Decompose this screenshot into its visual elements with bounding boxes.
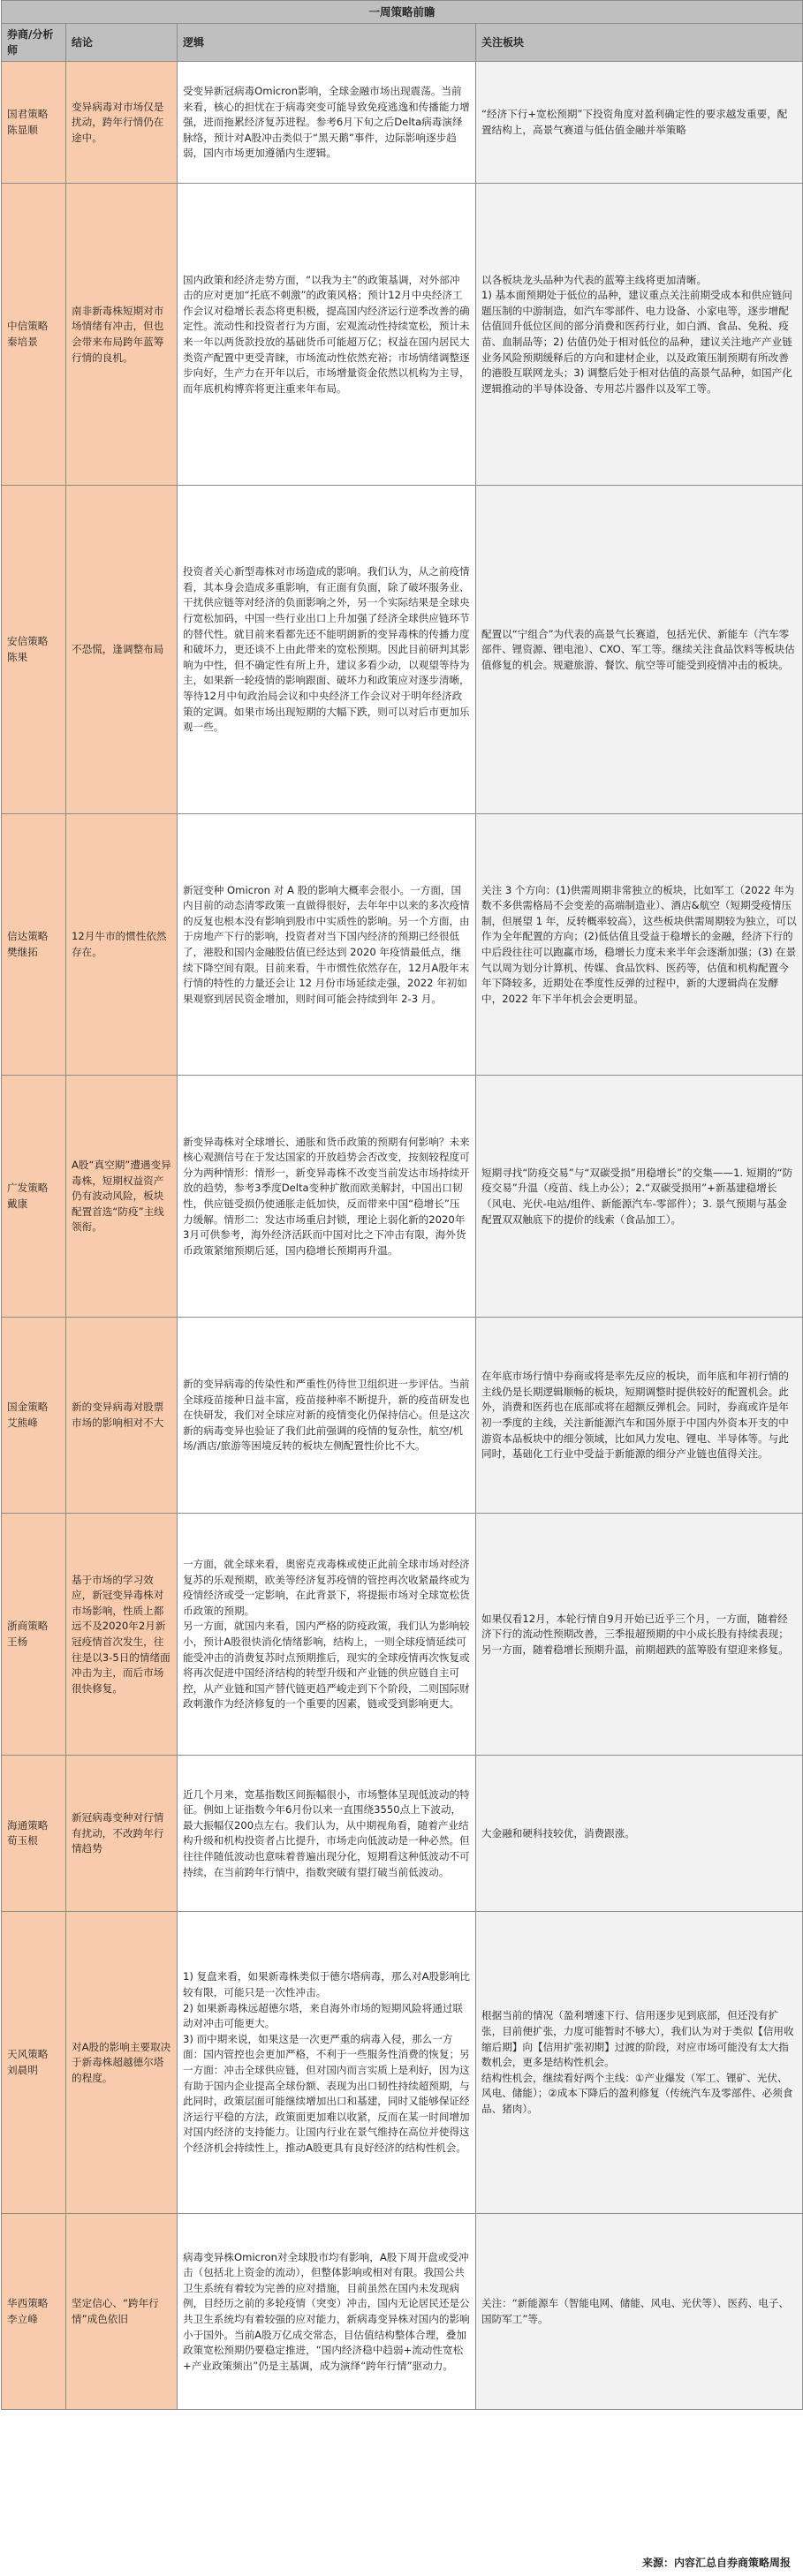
logic-cell: 近几个月来，宽基指数区间振幅很小，市场整体呈现低波动的特征。例如上证指数今年6月份以来一直围绕3550点上下波动，最大振幅仅200点左右。我们认为，从中期视角看，随着产业结构升级和机构投资者占比提升，市场走向低波动是一种必然。但往往伴随低波动也意味着普遍出现分化，短期看这种低波动不可持续，在当前跨年行情中，指数突破有望打破当前低波动。: [178, 1756, 476, 1912]
logic-cell: 受变异新冠病毒Omicron影响，全球金融市场出现震荡。当前来看，核心的担忧在于病毒突变可能导致免疫逃逸和传播能力增强，进而拖累经济复苏进程。参考6月下旬之后Delta病毒演绎脉络，预计对A股冲击类似于“黑天鹅”事件，边际影响逐步趋弱，国内市场更加遵循内生逻辑。: [178, 62, 476, 184]
conclusion-cell: 新冠病毒变种对行情有扰动，不改跨年行情趋势: [66, 1756, 178, 1912]
focus-cell: 关注 3 个方向：(1)供需周期非常独立的板块，比如军工（2022 年为数不多供需格局不会变差的高端制造业）、酒店&航空（短期受疫情压制，但展望 1 年，反转概率较高），这些板块供需周期较为独立，可以作为全年配置的方向；(2)低估值且受益于稳增长的金融，经济下行的中后段往往可以跑赢市场，稳增长力度未来半年会逐渐加强；(3) 在景气以周为划分计算机、传媒、食品饮料、医药等，估值和机构配置今年下降较多，近期处在季度性反弹的过程中，新的大逻辑尚在发酵中，2022 年下半年机会会更明显。: [476, 814, 803, 1076]
table-row: [2, 1076, 803, 1318]
focus-cell: 根据当前的情况（盈利增速下行、信用逐步见到底部，但还没有扩张，目前便扩张，力度可能暂时不够大），我们认为对于类似【信用收缩后期】向【信用扩张初期】过渡的阶段，对应市场可能没有太大指数机会，更多是结构性机会。 结构性机会，继续看好两个主线：①产业爆发（军工、锂矿、光伏、风电、储能）；②成本下降后的盈利修复（传统汽车及零部件、必须食品、猪肉）。: [476, 1912, 803, 2214]
focus-cell: 配置以“宁组合”为代表的高景气长赛道，包括光伏、新能车（汽车零部件、锂资源、锂电池）、CXO、军工等。继续关注食品饮料等板块估值修复的机会。规避旅游、餐饮、航空等可能受到疫情冲击的板块。: [476, 486, 803, 814]
conclusion-cell: 新的变异病毒对股票市场的影响相对不大: [66, 1318, 178, 1514]
firm-cell: 国金策略 艾熊峰: [2, 1318, 66, 1514]
logic-cell: 新冠变种 Omicron 对 A 股的影响大概率会很小。一方面，国内目前的动态清零政策一直做得很好，去年年中以来的多次疫情的反复也根本没有影响到股市中实质性的影响。另一个方面，由于房地产下行的影响，投资者对当下国内经济的预期已经很低了，港股和国内金融股估值已经达到 2020 年疫情最低点，继续下降空间有限。目前来看，牛市惯性依然存在，12月A股年末行情的特性的力量还会让 12 月份市场延续走强，2022 年初如果观察到居民资金增加，则时间可能会持续到年 2-3 月。: [178, 814, 476, 1076]
focus-cell: 如果仅看12月，本轮行情自9月开始已近乎三个月，一方面，随着经济下行的流动性预期改善，三季报超预期的中小成长股有持续表现；另一方面，随着稳增长预期升温，前期超跌的蓝筹股有望迎来修复。: [476, 1514, 803, 1756]
table-row: [2, 486, 803, 814]
conclusion-cell: 12月牛市的惯性依然存在。: [66, 814, 178, 1076]
table-row: [2, 1514, 803, 1756]
table-row: [2, 62, 803, 184]
firm-cell: 海通策略 荀玉根: [2, 1756, 66, 1912]
focus-cell: “经济下行+宽松预期”下投资角度对盈利确定性的要求越发重要，配置结构上，高景气赛道与低估值金融并举策略: [476, 62, 803, 184]
logic-cell: 投资者关心新型毒株对市场造成的影响。我们认为，从之前疫情看，其本身会造成多重影响，有正面有负面，除了破坏服务业、干扰供应链等对经济的负面影响之外，另一个实际结果是全球央行宽松加码，中国一些行业出口上升加强了经济全球供应链环节的替代性。就目前来看都先还不能明朗新的变异毒株的传播力度和破坏力，更还谈不上由此带来的宽松预期。因此目前研判其影响为中性，但不确定性有所上升，建议多看少动，以观望等待为主，如果新一轮疫情的影响跟面、破坏力和政策应对逐步清晰，等待12月中旬政治局会议和中央经济工作会议对于明年经济政策的定调。如果市场出现短期的大幅下跌，则可以对后市更加乐观一些。: [178, 486, 476, 814]
table-title-row: [2, 1, 803, 24]
focus-cell: 关注：“新能源车（智能电网、储能、风电、光伏等）、医药、电子、国防军工”等。: [476, 2214, 803, 2410]
table-row: [2, 1756, 803, 1912]
table-title: 一周策略前瞻: [2, 1, 803, 24]
firm-cell: 国君策略 陈显顺: [2, 62, 66, 184]
logic-cell: 病毒变异株Omicron对全球股市均有影响，A股下周开盘或受冲击（包括北上资金的流动），但整体影响或相对有限。我国公共卫生系统有着较为完善的应对措施，目前虽然在国内未发现病例，目经历之前的多轮疫情（突变）冲击，国内无论居民还是公共卫生系统均有着较强的应对能力，新病毒变异株对国内的影响小于国外。当前A股万亿成交常态，目估值结构整体合理，叠加政策宽松预期仍要稳定推进，“国内经济稳中趋弱+流动性宽松+产业政策频出”仍是主基调，成为演绎“跨年行情”驱动力。: [178, 2214, 476, 2410]
firm-cell: 信达策略 樊继拓: [2, 814, 66, 1076]
header-firm: 券商/分析师: [2, 24, 66, 62]
firm-cell: 中信策略 秦培景: [2, 184, 66, 486]
logic-cell: 国内政策和经济走势方面，“以我为主”的政策基调，对外部冲击的应对更加“托底不刺激”的政策风格；预计12月中央经济工作会议对稳增长表态将更积极，提高国内经济运行逆季改善的确定性。流动性和投资者行为方面，宏观流动性持续宽松，预计未来一年以两货款投放的基础货币可能超万亿；权益在国内居民大类资产配置中更受青睐，市场流动性依然充裕；市场情绪调整逐步向好，生产力在开年以后，市场增量资金依然以机构为主导，而年底机构博弈将更注重来年布局。: [178, 184, 476, 486]
firm-cell: 天风策略 刘晨明: [2, 1912, 66, 2214]
conclusion-cell: 不恐慌，逢调整布局: [66, 486, 178, 814]
focus-cell: 大金融和硬科技较优，消费跟涨。: [476, 1756, 803, 1912]
table-header-row: [2, 24, 803, 62]
table-row: [2, 184, 803, 486]
header-focus: 关注板块: [476, 24, 803, 62]
firm-cell: 广发策略 戴康: [2, 1076, 66, 1318]
table-row: [2, 2214, 803, 2410]
source-note: 来源：内容汇总自券商策略周报: [641, 2557, 791, 2569]
logic-cell: 一方面，就全球来看，奥密克戎毒株或使正此前全球市场对经济复苏的乐观预期，欧美等经济复苏疫情的管控再次收紧最终或为疫情经济或受一定影响，在此背景下，将提振市场对全球宽松货币政策的预期。 另一方面，就国内来看，国内严格的防疫政策，我们认为影响较小，预计A股很快消化情绪影响，结构上，一则全球疫情延续可能受冲击的消费复苏时点预期推后，现实的全球疫情再次恢复或将再次促进中国经济结构的转型升级和产业链的供应链自主可控，从产业链和国产替代链更趋严峻走到下个阶段，二则国际财政刺激作为经济修复的一个重要的因素，链或受到影响更大。: [178, 1514, 476, 1756]
table-row: [2, 814, 803, 1076]
conclusion-cell: 变异病毒对市场仅是扰动，跨年行情仍在途中。: [66, 62, 178, 184]
firm-cell: 浙商策略 王杨: [2, 1514, 66, 1756]
focus-cell: 以各板块龙头品种为代表的蓝筹主线将更加清晰。 1) 基本面预期处于低位的品种，建议重点关注前期受成本和供应链问题压制的中游制造，如汽车零部件、电力设备、小家电等，逐步增配估值回升低位区间的部分消费和医药行业，如白酒、食品、免税、疫苗、血制品等；2) 估值仍处于相对低位的品种，建议关注地产产业链业务风险预期缓释后的方向和建材企业，以及政策压制预期有所改善的港股互联网龙头；3) 调整后处于相对估值的高景气品种，如国产化逻辑推动的半导体设备、专用芯片器件以及军工等。: [476, 184, 803, 486]
conclusion-cell: 基于市场的学习效应，新冠变异毒株对市场影响，性质上都远不及2020年2月新冠疫情首次发生，往往是以3-5日的情绪面冲击为主，而后市场很快修复。: [66, 1514, 178, 1756]
conclusion-cell: 对A股的影响主要取决于新毒株超越德尔塔的程度。: [66, 1912, 178, 2214]
firm-cell: 华西策略 李立峰: [2, 2214, 66, 2410]
strategy-table: [1, 0, 803, 2410]
logic-cell: 新变异毒株对全球增长、通胀和货币政策的预期有何影响？未来核心观测信号在于发达国家的开放趋势会否改变，按刻较程度可分为两种情形：情形一，新变异毒株不改变当前发达市场持续开放的趋势，参考3季度Delta变种扩散而欧美解封，中国出口韧性，供应链受损仍使通胀走低加快，反而带来中国“稳增长”压力缓解。情形二：发达市场重启封锁，理论上弱化新的2020年3月可供参考，海外经济活跃而中国对比之下冲击有限，海外货币政策紧缩预期后延，国内稳增长预期再升温。: [178, 1076, 476, 1318]
conclusion-cell: A股“真空期”遭遇变异毒株，短期权益资产仍有波动风险，板块配置首选“防疫”主线领衔。: [66, 1076, 178, 1318]
header-conclusion: 结论: [66, 24, 178, 62]
firm-cell: 安信策略 陈果: [2, 486, 66, 814]
logic-cell: 1) 复盘来看，如果新毒株类似于德尔塔病毒，那么对A股影响比较有限，可能只是一次性冲击。 2) 如果新毒株远超德尔塔，来自海外市场的短期风险将通过联动对冲击可能更大。 3) 而中期来说，如果这是一次更严重的病毒入侵，那么一方面：国内管控也会更加严格，不利于一些服务性消费的恢复；另一方面：冲击全球供应链，但对国内而言实质上是利好，因为这有助于国内企业提高全球份额、表现为出口韧性持续超预期，与此同时，政策层面可能继续增加出口和基建，同时又能够保证经济运行平稳的方法，政策面更加难以收紧，反而在某一时间增加对国内经济的支持能力。让国内行业在景气维持在高位并使得这个经济机会持续性上，推动A股更具有良好经济的结构性机会。: [178, 1912, 476, 2214]
focus-cell: 短期寻找“防疫交易”与“双碳受损”用稳增长”的交集——1. 短期的“防疫交易”升温（疫苗、线上办公）；2.“双碳受损用”+新基建稳增长（风电、光伏-电站/组件、新能源汽车-零部件）；3. 景气预期与基金配置双双触底下的提价的线索（食品加工）。: [476, 1076, 803, 1318]
logic-cell: 新的变异病毒的传染性和严重性仍待世卫组织进一步评估。当前全球疫苗接种日益丰富，疫苗接种率不断提升，新的疫苗研发也在快研发，我们对全球应对新的疫情变化仍保持信心。但是这次新的病毒变异也验证了我们此前强调的疫情的复杂性，航空/机场/酒店/旅游等困境反转的板块左侧配置性价比不大。: [178, 1318, 476, 1514]
focus-cell: 在年底市场行情中券商或将是率先反应的板块，而年底和年初行情的主线仍是长期逻辑顺畅的板块，短期调整时提供较好的配置机会。此外，消费和医药也在底部或将在超额反弹机会。同时，券商或许是年初一季度的主线，关注新能源汽车和国外原于中国内外资本开支的中游资本品板块中的细分领域，比如风力发电、锂电、半导体等。与此同时，基础化工行业中受益于新能源的细分产业链也值得关注。: [476, 1318, 803, 1514]
conclusion-cell: 坚定信心、“跨年行情”成色依旧: [66, 2214, 178, 2410]
table-row: [2, 1318, 803, 1514]
header-logic: 逻辑: [178, 24, 476, 62]
table-row: [2, 1912, 803, 2214]
conclusion-cell: 南非新毒株短期对市场情绪有冲击，但也会带来布局跨年蓝筹行情的良机。: [66, 184, 178, 486]
